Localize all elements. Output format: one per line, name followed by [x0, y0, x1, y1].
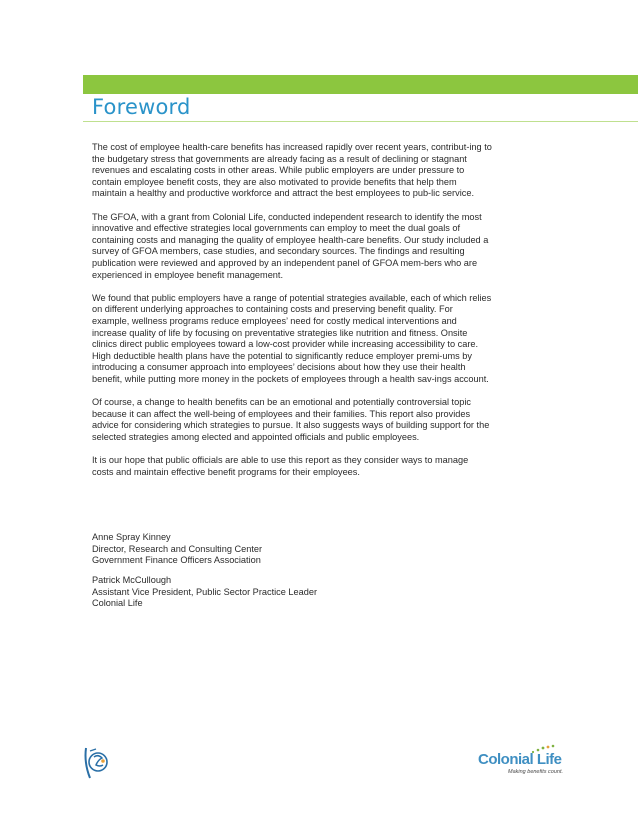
- paragraph: The cost of employee health-care benefits has increased rapidly over recent years, contribut-ing to the budgetary stress that governments are already facing as a result of declining or stagnant revenues and escalating costs in other areas. While public employers are under pressure to contain employee benefit costs, they are also motivated to provide benefits that help them maintain a healthy and productive workforce and attract the best employees to pub-lic service.: [92, 142, 492, 199]
- signatory-title: Director, Research and Consulting Center: [92, 543, 263, 554]
- signature-block-2: [92, 575, 317, 610]
- page-title: Foreword: [92, 95, 191, 119]
- header-green-band: [83, 75, 638, 94]
- gfoa-seal-icon: [82, 745, 112, 781]
- signatory-name: Patrick McCullough: [92, 575, 172, 585]
- signatory-title: Assistant Vice President, Public Sector Practice Leader: [92, 586, 318, 597]
- signatory-org: Government Finance Officers Association: [92, 555, 261, 566]
- signatory-name: Anne Spray Kinney: [92, 532, 171, 542]
- signature-block-1: [92, 532, 262, 567]
- colonial-life-wordmark: Colonial Life: [478, 751, 562, 768]
- paragraph: We found that public employers have a range of potential strategies available, each of which relies on different underlying approaches to containing costs and preserving benefit quality. For example, wellness programs reduce employees’ need for costly medical interventions and increase quality of life by focusing on preventative strategies like nutrition and fitness. Onsite clinics direct public employees toward a low-cost provider while increasing accessibility to care. High deductible health plans have the potential to significantly reduce employer premi-ums by introducing a consumer approach into employees’ decisions about how they use their health benefit, while putting more money in the pockets of employees through a health sav-ings account.: [92, 292, 492, 384]
- signatory-org: Colonial Life: [92, 598, 143, 609]
- foreword-body: [92, 142, 492, 490]
- title-divider: [83, 121, 638, 122]
- paragraph: Of course, a change to health benefits can be an emotional and potentially controversial topic because it can affect the well-being of employees and their families. This report also provides advice for considering which strategies to pursue. It also suggests ways of building support for the selected strategies among elected and appointed officials and public employees.: [92, 397, 490, 442]
- colonial-life-tagline: Making benefits count.: [508, 769, 564, 775]
- paragraph: The GFOA, with a grant from Colonial Life, conducted independent research to identify the most innovative and effective strategies local governments can employ to meet the dual goals of containing costs and managing the quality of employee health-care benefits. Our study included a survey of GFOA members, case studies, and secondary sources. The findings and resulting publication were reviewed and approved by an independent panel of GFOA mem-bers who are experienced in employee benefit management.: [92, 211, 489, 280]
- colonial-life-logo-icon: [478, 744, 578, 780]
- paragraph: It is our hope that public officials are able to use this report as they consider ways to manage costs and maintain effective benefit programs for their employees.: [92, 455, 469, 477]
